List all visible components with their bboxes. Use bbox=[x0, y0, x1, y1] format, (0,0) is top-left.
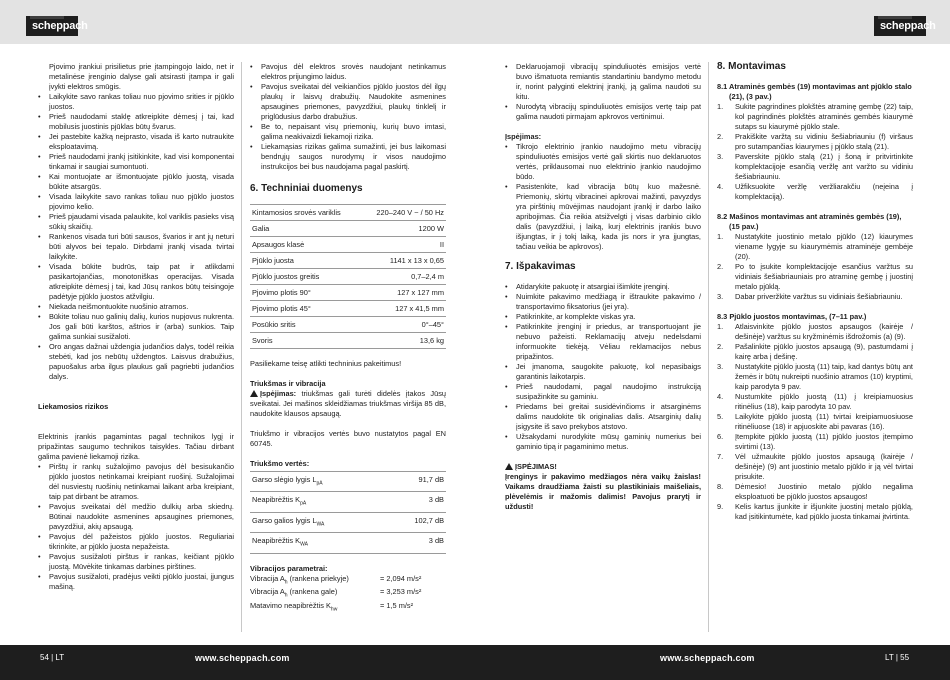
list-item: • Prieš pjaudami visada palaukite, kol variklis pasieks visą sūkių skaičių. bbox=[38, 212, 234, 232]
numbered-step bbox=[717, 132, 913, 152]
step-text: Sukite pagrindines plokštės atraminę gembę (22) taip, kol pagrindinės plokštės atraminės gembės kiaurymė sutaps su kiaurymė pjūklo stale. bbox=[735, 102, 913, 131]
spec-label: Posūkio sritis bbox=[250, 317, 361, 333]
list-item: • Pavojus susižaloti, pradėjus veikti pjūklo juostai, įjungus mašiną. bbox=[38, 572, 234, 592]
residual-risks-heading: Liekamosios rizikos bbox=[38, 402, 109, 411]
numbered-step bbox=[717, 292, 913, 302]
step-number: 1. bbox=[717, 102, 724, 111]
list-item: • Pavojus susižaloti pirštus ir rankas, keičiant pjūklo juostą. Mūvėkite tinkamas darbines pirštines. bbox=[38, 552, 234, 572]
list-item: • Pirštų ir rankų sužalojimo pavojus dėl besisukančio pjūklo juostos netinkamai kreipiant ruošinį. Sužalojimai dėl nusviestų ruošinių netinkamai laikant arba kreipiant, taip pat dirbant be atramos. bbox=[38, 462, 234, 502]
numbered-step bbox=[717, 392, 913, 412]
step-text: Nustatykite pjūklo juostą (11) taip, kad dantys būtų ant žemės ir būtų nukreipti nuošinio atramos (10) kryptimi, kaip parodyta 9 pav. bbox=[735, 362, 913, 391]
numbered-step bbox=[717, 502, 913, 522]
noise-vibration-heading: Triukšmas ir vibracija bbox=[250, 379, 326, 388]
list-item: • Visada laikykite savo rankas toliau nuo pjūklo juostos pjovimo kelio. bbox=[38, 192, 234, 212]
spec-value: II bbox=[361, 237, 446, 253]
noise-value: 3 dB bbox=[386, 533, 446, 553]
noise-values-table bbox=[250, 471, 446, 554]
numbered-step bbox=[717, 182, 913, 202]
numbered-step bbox=[717, 432, 913, 452]
spec-row bbox=[250, 237, 446, 253]
list-item: • Nurodytą vibracijų spinduliuotės emisijos vertę taip pat galima naudoti pirmajam apkrovos vertinimui. bbox=[505, 102, 701, 122]
list-item: • Laikykite savo rankas toliau nuo pjovimo srities ir pjūklo juostos. bbox=[38, 92, 234, 112]
vibration-row bbox=[250, 574, 446, 587]
step-text: Laikykite pjūklo juostą (11) tvirtai kreipiamuosiuose ritinėliuose (18) ir apjuoskite abi pavaras (16). bbox=[735, 412, 913, 431]
column-1 bbox=[38, 62, 234, 592]
noise-row bbox=[250, 492, 446, 512]
list-item: • Niekada neišmontuokite nuošinio atramos. bbox=[38, 302, 234, 312]
spec-value: 13,6 kg bbox=[361, 333, 446, 349]
spec-label: Galia bbox=[250, 221, 361, 237]
spec-value: 1200 W bbox=[361, 221, 446, 237]
assembly-heading: 8. Montavimas bbox=[717, 61, 786, 72]
step-number: 2. bbox=[717, 262, 724, 271]
spec-value: 0°–45° bbox=[361, 317, 446, 333]
technical-data-heading: 6. Techniniai duomenys bbox=[250, 183, 363, 194]
step-number: 4. bbox=[717, 392, 724, 401]
list-item: • Deklaruojamoji vibracijų spinduliuotės emisijos vertė buvo išmatuota remiantis standartiniu bandymo metodu ir, norint palyginti elektrinį įrankį, ją galima naudoti su kitu. bbox=[505, 62, 701, 102]
residual-risks-intro: Elektrinis įrankis pagamintas pagal technikos lygį ir pripažintas saugumo technikos taisykles. Tačiau dirbant galima pavienė liekamoji rizika. bbox=[38, 432, 234, 461]
list-item: • Nuimkite pakavimo medžiagą ir ištraukite pakavimo / transportavimo fiksatorius (jei yra). bbox=[505, 292, 701, 312]
step-number: 3. bbox=[717, 292, 724, 301]
list-item: • Tikrojo elektrinio įrankio naudojimo metu vibracijų spinduliuotės emisijos vertė gali skirtis nuo deklaruotos vertės, priklausomai nuo elektrinio įrankio naudojimo būdo. bbox=[505, 142, 701, 182]
spec-label: Pjovimo plotis 45° bbox=[250, 301, 361, 317]
top-bar bbox=[0, 0, 950, 44]
list-item: • Pavojus sveikatai dėl medžio dulkių arba skiedrų. Būtinai naudokite asmenines apsaugines priemones, pavyzdžiui, akių apsaugą. bbox=[38, 502, 234, 532]
spec-label: Pjūklo juostos greitis bbox=[250, 269, 361, 285]
numbered-step bbox=[717, 482, 913, 502]
spec-label: Pjovimo plotis 90° bbox=[250, 285, 361, 301]
list-item: • Pavojus dėl elektros srovės naudojant netinkamus elektros prijungimo laidus. bbox=[250, 62, 446, 82]
warning-icon bbox=[505, 463, 513, 470]
noise-warning: Įspėjimas: triukšmas gali turėti didelės įtakos Jūsų sveikatai. Jei mašinos skleidžiamas triukšmas viršija 85 dB, naudokite klausos apsaugą. bbox=[250, 389, 446, 418]
step-text: Dabar priveržkite varžtus su vidiniais šešiabriauniu. bbox=[735, 292, 903, 301]
step-text: Įtempkite pjūklo juostą (11) pjūklo juostos įtempimo svirtimi (13). bbox=[735, 432, 913, 451]
noise-label: Neapibrėžtis $K_{WA}$ bbox=[250, 533, 386, 553]
warning-list bbox=[505, 142, 701, 252]
vibration-heading: Vibracijos parametrai: bbox=[250, 563, 328, 573]
column-divider bbox=[708, 62, 709, 632]
vibration-value: = 2,094 m/s² bbox=[380, 573, 422, 583]
page-number-left: 54 | LT bbox=[40, 653, 65, 662]
spec-value: 1141 x 13 x 0,65 bbox=[361, 253, 446, 269]
column-4 bbox=[717, 62, 913, 522]
residual-risks-list bbox=[38, 462, 234, 592]
section-8-1-heading: 8.1 Atraminės gembės (19) montavimas ant pjūklo stalo (21), (3 pav.) bbox=[717, 82, 912, 101]
step-number: 6. bbox=[717, 432, 724, 441]
noise-values-heading: Triukšmo vertės: bbox=[250, 459, 310, 468]
list-item: • Kai montuojate ar išmontuojate pjūklo juostą, visada būkite atsargūs. bbox=[38, 172, 234, 192]
list-item: • Be to, nepaisant visų priemonių, kurių buvo imtasi, galima neakivaizdi liekamoji rizika. bbox=[250, 122, 446, 142]
list-item: • Pavojus dėl pažeistos pjūklo juostos. Reguliariai tikrinkite, ar pjūklo juosta nepažeista. bbox=[38, 532, 234, 552]
column-divider bbox=[241, 62, 242, 632]
step-number: 3. bbox=[717, 152, 724, 161]
spec-label: Svoris bbox=[250, 333, 361, 349]
noise-label: Garso galios lygis $L_{WA}$ bbox=[250, 512, 386, 532]
noise-row bbox=[250, 512, 446, 532]
numbered-step bbox=[717, 342, 913, 362]
list-item: • Pasistenkite, kad vibracija būtų kuo mažesnė. Priemonių, skirtų vibracinei apkrovai mažinti, pavyzdys yra pirštinių mūvėjimas naudojant įrankį ir darbo laiko apribojimas. Čia reikia atsižvelgti į visas darbinio ciklo dalis (pavyzdžiui, į laiką, kurį elektrinis įrankis buvo išjungtas, ir į tokį laiką, kada jis nors ir yra įjungtas, tačiau veikia be apkrovos). bbox=[505, 182, 701, 252]
warning-heading: Įspėjimas: bbox=[505, 132, 542, 141]
list-item: • Prieš naudodami įrankį įsitikinkite, kad visi komponentai tinkamai ir saugiai sumontuoti. bbox=[38, 152, 234, 172]
unpacking-heading: 7. Išpakavimas bbox=[505, 261, 576, 272]
risks-continued-list bbox=[250, 62, 446, 172]
section-8-1-list bbox=[717, 102, 913, 202]
scheppach-logo-left: scheppach bbox=[26, 16, 78, 36]
spec-row bbox=[250, 221, 446, 237]
vibration-notes-list bbox=[505, 62, 701, 122]
spec-row bbox=[250, 269, 446, 285]
list-item: • Liekamąsias rizikas galima sumažinti, jei bus laikomasi bendrųjų saugos nurodymų ir visos naudojimo instrukcijos bei bus naudojama pagal paskirtį. bbox=[250, 142, 446, 172]
list-item: • Prieš naudodami, pagal naudojimo instrukciją susipažinkite su gaminiu. bbox=[505, 382, 701, 402]
noise-row bbox=[250, 533, 446, 553]
list-item: • Patikrinkite, ar komplekte viskas yra. bbox=[505, 312, 701, 322]
step-text: Atlaisvinkite pjūklo juostos apsaugos (kairėje / dešinėje) varžtus su kryžminėmis išdrožomis (a) (9). bbox=[735, 322, 913, 341]
vibration-row bbox=[250, 601, 446, 614]
step-text: Pašalinkite pjūklo juostos apsaugą (9), pastumdami į kairę arba į dešinę. bbox=[735, 342, 913, 361]
spec-value: 0,7–2,4 m bbox=[361, 269, 446, 285]
website-link-left[interactable]: www.scheppach.com bbox=[195, 653, 290, 663]
step-text: Dėmesio! Juostinio metalo pjūklo negalima eksploatuoti be pjūklo juostos apsaugos! bbox=[735, 482, 913, 501]
page-number-right: LT | 55 bbox=[885, 653, 910, 662]
list-item: • Atidarykite pakuotę ir atsargiai išimkite įrenginį. bbox=[505, 282, 701, 292]
list-item: • Rankenos visada turi būti sausos, švarios ir ant jų neturi būti alyvos bei tepalo. Dirbdami įrankį visada tvirtai laikykite. bbox=[38, 232, 234, 262]
noise-label: Neapibrėžtis $K_{pA}$ bbox=[250, 492, 386, 512]
step-number: 2. bbox=[717, 132, 724, 141]
numbered-step bbox=[717, 452, 913, 482]
step-number: 1. bbox=[717, 322, 724, 331]
section-8-2-list bbox=[717, 232, 913, 302]
vibration-label: Vibracija $A_h$ (rankena gale) bbox=[250, 587, 338, 599]
numbered-step bbox=[717, 322, 913, 342]
list-item: • Prieš naudodami staklę atkreipkite dėmesį į tai, kad mobilusis juostinis pjūklas būtų švarus. bbox=[38, 112, 234, 132]
numbered-step bbox=[717, 152, 913, 182]
step-text: Užfiksuokite veržlę veržliarakčiu (neįeina į komplektaciją). bbox=[735, 182, 913, 201]
list-item: • Užsakydami nurodykite mūsų gaminių numerius bei gaminio tipą ir pagaminimo metus. bbox=[505, 432, 701, 452]
spec-value: 127 x 41,5 mm bbox=[361, 301, 446, 317]
safety-list bbox=[38, 92, 234, 382]
numbered-step bbox=[717, 362, 913, 392]
numbered-step bbox=[717, 412, 913, 432]
step-text: Nustumkite pjūklo juostą (11) į kreipiamuosius ritinėlius (18), kaip parodyta 10 pav. bbox=[735, 392, 913, 411]
vibration-value: = 3,253 m/s² bbox=[380, 587, 422, 597]
warning-icon bbox=[250, 390, 258, 397]
spec-row bbox=[250, 285, 446, 301]
noise-value: 102,7 dB bbox=[386, 512, 446, 532]
step-text: Prakiškite varžtą su vidiniu šešiabriauniu (f) viršaus pro sutampančias kiaurymes į pjūklo stalą (21). bbox=[735, 132, 913, 151]
step-number: 8. bbox=[717, 482, 724, 491]
step-text: Kelis kartus įjunkite ir išjunkite juostinį metalo pjūklą, kad įsitikintumėte, kad pjūklo juosta tinkamai įtvirtinta. bbox=[735, 502, 913, 521]
numbered-step bbox=[717, 232, 913, 262]
column-3 bbox=[505, 62, 701, 522]
vibration-label: Matavimo neapibrėžtis $K_{hw}$ bbox=[250, 600, 338, 613]
spec-label: Kintamosios srovės variklis bbox=[250, 205, 361, 221]
vibration-values bbox=[250, 574, 446, 614]
step-number: 1. bbox=[717, 232, 724, 241]
list-item: • Pavojus sveikatai dėl veikiančios pjūklo juostos dėl ilgų plaukų ir laisvų drabužių. Naudokite asmenines apsaugines priemones, pavyzdžiui, plaukų tinklelį ir priglūdusius darbo drabužius. bbox=[250, 82, 446, 122]
scheppach-logo-right: scheppach bbox=[874, 16, 926, 36]
numbered-step bbox=[717, 102, 913, 132]
website-link-right[interactable]: www.scheppach.com bbox=[660, 653, 755, 663]
step-text: Paverskite pjūklo stalą (21) į šoną ir pritvirtinkite komplektacijoje esančią veržlę ant varžto su vidiniu šešiabriauniu. bbox=[735, 152, 913, 181]
spec-label: Pjūklo juosta bbox=[250, 253, 361, 269]
numbered-step bbox=[717, 262, 913, 292]
step-number: 9. bbox=[717, 502, 724, 511]
step-number: 4. bbox=[717, 182, 724, 191]
list-item: • Jei įmanoma, saugokite pakuotę, kol nepasibaigs garantinis laikotarpis. bbox=[505, 362, 701, 382]
list-item: • Būkite toliau nuo galinių dalių, kurios nupjovus nukrenta. Jos gali būti karštos, aštrios ir (arba) sunkios. Taip galima sunkiai susižaloti. bbox=[38, 312, 234, 342]
noise-label: Garso slėgio lygis $L_{pA}$ bbox=[250, 472, 386, 492]
step-text: Nustatykite juostinio metalo pjūklo (12) kiaurymes viename lygyje su kiaurymėmis atraminėje gembėje (20). bbox=[735, 232, 913, 261]
unpacking-list bbox=[505, 282, 701, 452]
noise-value: 91,7 dB bbox=[386, 472, 446, 492]
spec-row bbox=[250, 301, 446, 317]
list-item: • Priedams bei greitai susidėvinčioms ir atsarginėms dalims naudokite tik originalias dalis. Atsarginių dalių įsigysite iš savo prekybos atstovo. bbox=[505, 402, 701, 432]
warning2-heading: ĮSPĖJIMAS! bbox=[505, 462, 701, 472]
step-text: Po to įsukite komplektacijoje esančius varžtus su vidiniais šešiabriauniais pro atraminę gembę į juostinį metalo pjūklą. bbox=[735, 262, 913, 291]
noise-value: 3 dB bbox=[386, 492, 446, 512]
noise-standard: Triukšmo ir vibracijos vertės buvo nustatytos pagal EN 60745. bbox=[250, 429, 446, 448]
warning2-text: Įrenginys ir pakavimo medžiagos nėra vaikų žaislas! Vaikams draudžiama žaisti su plastikiniais maišeliais, plėvelėmis ir mažomis dalimis! Pavojus prarytį ir uždusti! bbox=[505, 472, 701, 511]
vibration-label: Vibracija $A_h$ (rankena priekyje) bbox=[250, 573, 349, 586]
technical-data-table bbox=[250, 204, 446, 349]
footer-bar bbox=[0, 645, 950, 680]
noise-row bbox=[250, 472, 446, 492]
intro-paragraph: Pjovimo įrankiui prisilietus prie įtampingojo laido, net ir metalinėse įrenginio dalyse gali atsirasti įtampa ir gali įvykti elektros smūgis. bbox=[49, 62, 234, 91]
spec-value: 127 x 127 mm bbox=[361, 285, 446, 301]
list-item: • Oro angas dažnai uždengia judančios dalys, todėl reikia stebėti, kad jos nebūtų uždengtos. Laisvus drabužius, papuošalus arba ilgus plaukus gali pagriebti judančios dalys. bbox=[38, 342, 234, 382]
section-8-3-list bbox=[717, 322, 913, 522]
list-item: • Patikrinkite įrenginį ir priedus, ar transportuojant jie nebuvo pažeisti. Reklamacijų atveju nedelsdami informuokite tiekėją. Vėliau reklamacijos nebus pripažintos. bbox=[505, 322, 701, 362]
vibration-value: = 1,5 m/s² bbox=[380, 600, 414, 610]
spec-row bbox=[250, 333, 446, 349]
vibration-row bbox=[250, 587, 446, 600]
step-number: 2. bbox=[717, 342, 724, 351]
column-2 bbox=[250, 62, 446, 614]
spec-row bbox=[250, 317, 446, 333]
step-number: 7. bbox=[717, 452, 724, 461]
spec-value: 220–240 V ~ / 50 Hz bbox=[361, 205, 446, 221]
list-item: • Visada būkite budrūs, taip pat ir atlikdami pasikartojančias, monotoniškas operacijas. Visada atkreipkite dėmesį į tai, kad Jūsų rankos būtų teisingoje padėtyje pjūklo juostos atžvilgiu. bbox=[38, 262, 234, 302]
section-8-2-heading: 8.2 Mašinos montavimas ant atraminės gembės (19), (15 pav.) bbox=[717, 212, 902, 231]
spec-row bbox=[250, 253, 446, 269]
step-number: 3. bbox=[717, 362, 724, 371]
reserve-note: Pasiliekame teisę atlikti techninius pakeitimus! bbox=[250, 359, 402, 368]
step-text: Vėl užmaukite pjūklo juostos apsaugą (kairėje / dešinėje) (9) ant juostinio metalo pjūklo ir ją vėl tvirtai prisukite. bbox=[735, 452, 913, 481]
section-8-3-heading: 8.3 Pjūklo juostos montavimas, (7–11 pav.) bbox=[717, 312, 867, 321]
list-item: • Jei pastebite kažką neįprasto, visada iš karto nutraukite eksploatavimą. bbox=[38, 132, 234, 152]
spec-label: Apsaugos klasė bbox=[250, 237, 361, 253]
spec-row bbox=[250, 205, 446, 221]
step-number: 5. bbox=[717, 412, 724, 421]
